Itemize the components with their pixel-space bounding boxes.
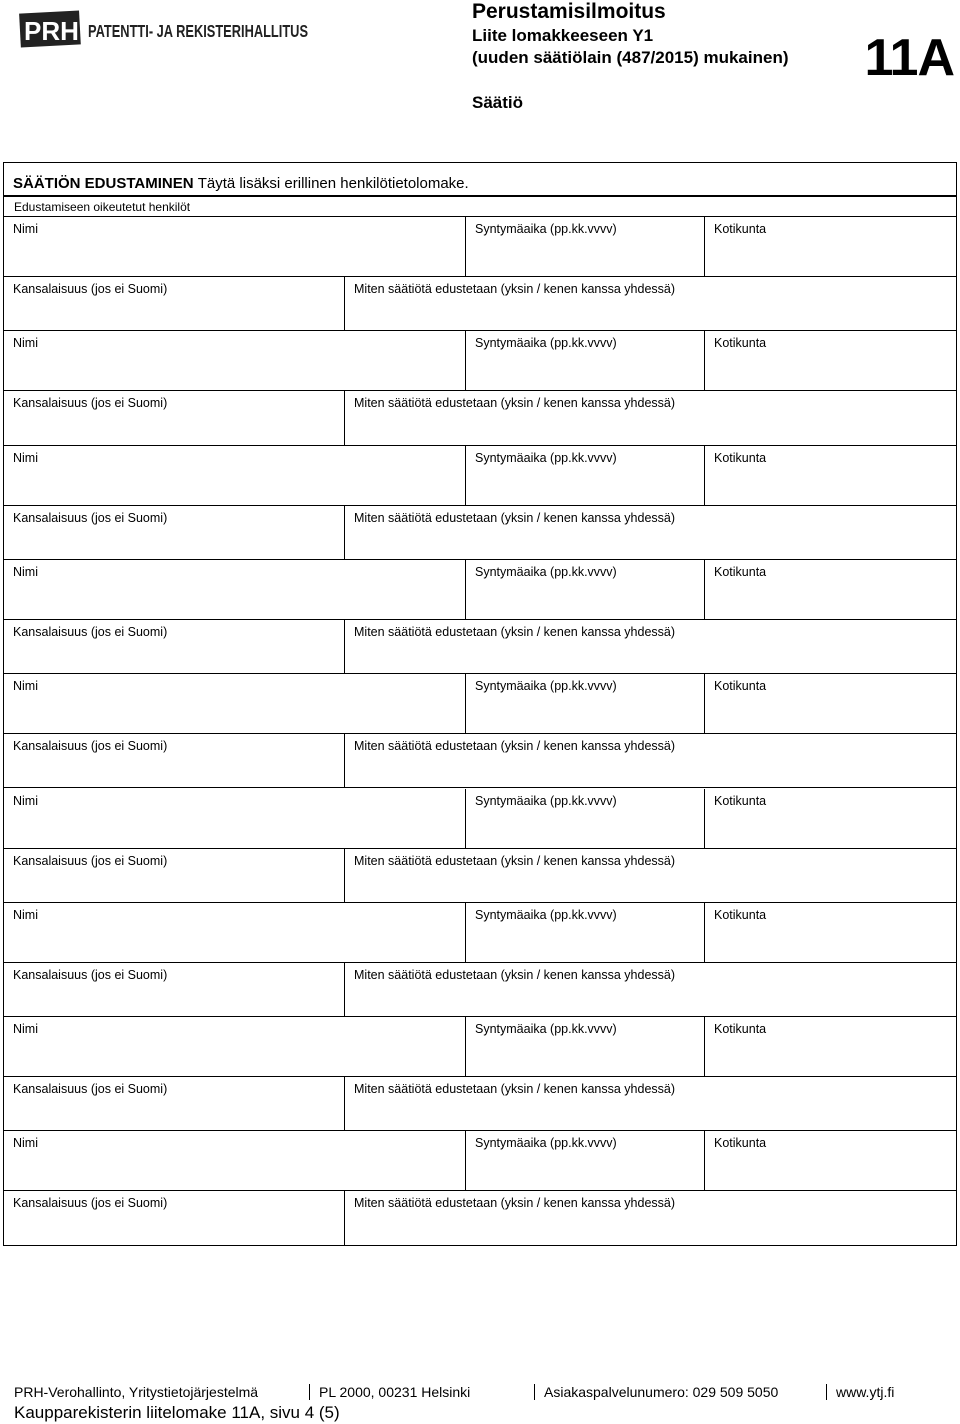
person-block	[4, 1131, 956, 1245]
municipality-label: Kotikunta	[714, 450, 767, 465]
birth-date-label: Syntymäaika (pp.kk.vvvv)	[475, 793, 617, 808]
citizenship-field[interactable]	[4, 1077, 344, 1130]
authorized-persons-heading: Edustamiseen oikeutetut henkilöt	[14, 200, 191, 214]
name-label: Nimi	[13, 1022, 38, 1037]
citizenship-label: Kansalaisuus (jos ei Suomi)	[13, 739, 168, 754]
citizenship-field[interactable]	[4, 620, 344, 673]
citizenship-label: Kansalaisuus (jos ei Suomi)	[13, 1082, 168, 1097]
name-field[interactable]	[4, 560, 465, 619]
footer-address: PL 2000, 00231 Helsinki	[319, 1384, 471, 1400]
person-row-1	[4, 331, 956, 391]
person-row-1	[4, 903, 956, 963]
person-row-1	[4, 217, 956, 277]
person-block	[4, 1017, 956, 1131]
name-label: Nimi	[13, 793, 38, 808]
citizenship-field[interactable]	[4, 1191, 344, 1245]
citizenship-label: Kansalaisuus (jos ei Suomi)	[13, 1196, 168, 1211]
name-label: Nimi	[13, 1136, 38, 1151]
birth-date-field[interactable]	[465, 446, 704, 505]
person-row-2	[4, 734, 956, 788]
birth-date-field[interactable]	[465, 1017, 704, 1076]
municipality-label: Kotikunta	[714, 907, 767, 922]
logo-mark: PRH	[24, 16, 79, 46]
birth-date-field[interactable]	[465, 217, 704, 276]
municipality-field[interactable]	[704, 560, 956, 619]
municipality-field[interactable]	[704, 789, 956, 848]
logo-text: PATENTTI- JA REKISTERIHALLITUS	[88, 21, 308, 41]
municipality-field[interactable]	[704, 446, 956, 505]
birth-date-label: Syntymäaika (pp.kk.vvvv)	[475, 679, 617, 694]
municipality-label: Kotikunta	[714, 222, 767, 236]
representation-label: Miten säätiötä edustetaan (yksin / kenen kanssa yhdessä)	[354, 1196, 676, 1211]
representation-field[interactable]	[344, 1077, 956, 1130]
representation-field[interactable]	[344, 849, 956, 902]
name-label: Nimi	[13, 450, 38, 465]
citizenship-field[interactable]	[4, 391, 344, 444]
birth-date-label: Syntymäaika (pp.kk.vvvv)	[475, 336, 617, 351]
person-row-2	[4, 849, 956, 903]
name-label: Nimi	[13, 679, 38, 694]
citizenship-field[interactable]	[4, 849, 344, 902]
municipality-field[interactable]	[704, 1017, 956, 1076]
name-field[interactable]	[4, 1131, 465, 1190]
person-row-2	[4, 1077, 956, 1131]
municipality-label: Kotikunta	[714, 793, 767, 808]
municipality-label: Kotikunta	[714, 336, 767, 351]
citizenship-field[interactable]	[4, 277, 344, 330]
representation-label: Miten säätiötä edustetaan (yksin / kenen kanssa yhdessä)	[354, 282, 676, 296]
person-block	[4, 217, 956, 331]
person-row-2	[4, 277, 956, 331]
person-row-1	[4, 789, 956, 849]
municipality-label: Kotikunta	[714, 1022, 767, 1037]
person-row-2	[4, 506, 956, 560]
name-field[interactable]	[4, 331, 465, 390]
representation-field[interactable]	[344, 1191, 956, 1245]
name-field[interactable]	[4, 217, 465, 276]
citizenship-field[interactable]	[4, 734, 344, 787]
municipality-label: Kotikunta	[714, 1136, 767, 1151]
form-code: 11A	[864, 29, 954, 87]
municipality-field[interactable]	[704, 1131, 956, 1190]
representation-label: Miten säätiötä edustetaan (yksin / kenen kanssa yhdessä)	[354, 967, 676, 982]
representation-label: Miten säätiötä edustetaan (yksin / kenen kanssa yhdessä)	[354, 1082, 676, 1097]
person-block	[4, 331, 956, 445]
person-row-2	[4, 391, 956, 445]
representation-field[interactable]	[344, 963, 956, 1016]
section-title	[13, 175, 469, 193]
municipality-field[interactable]	[704, 674, 956, 733]
name-field[interactable]	[4, 1017, 465, 1076]
person-row-1	[4, 1131, 956, 1191]
footer	[14, 1384, 954, 1402]
birth-date-label: Syntymäaika (pp.kk.vvvv)	[475, 1022, 617, 1037]
person-row-2	[4, 620, 956, 674]
prh-logo	[18, 10, 318, 50]
name-label: Nimi	[13, 564, 38, 579]
person-block	[4, 674, 956, 788]
person-row-2	[4, 963, 956, 1017]
birth-date-label: Syntymäaika (pp.kk.vvvv)	[475, 222, 617, 236]
name-field[interactable]	[4, 674, 465, 733]
birth-date-label: Syntymäaika (pp.kk.vvvv)	[475, 564, 617, 579]
footer-page-info: Kaupparekisterin liitelomake 11A, sivu 4 (5)	[14, 1403, 340, 1422]
municipality-label: Kotikunta	[714, 679, 767, 694]
birth-date-field[interactable]	[465, 1131, 704, 1190]
person-block	[4, 789, 956, 903]
person-row-1	[4, 674, 956, 734]
footer-separator	[309, 1384, 310, 1400]
birth-date-field[interactable]	[465, 331, 704, 390]
form-subtitle-1: Liite lomakkeeseen Y1	[472, 26, 654, 45]
birth-date-field[interactable]	[465, 560, 704, 619]
municipality-label: Kotikunta	[714, 564, 767, 579]
name-field[interactable]	[4, 903, 465, 962]
footer-org: PRH-Verohallinto, Yritystietojärjestelmä	[14, 1384, 259, 1400]
name-label: Nimi	[13, 907, 38, 922]
representation-field[interactable]	[344, 620, 956, 673]
name-label: Nimi	[13, 222, 38, 236]
footer-website[interactable]: www.ytj.fi	[836, 1384, 895, 1400]
birth-date-field[interactable]	[465, 789, 704, 848]
representation-field[interactable]	[344, 506, 956, 559]
birth-date-label: Syntymäaika (pp.kk.vvvv)	[475, 450, 617, 465]
section-note: Täytä lisäksi erillinen henkilötietolomake.	[197, 175, 469, 192]
person-row-1	[4, 1017, 956, 1077]
representation-label: Miten säätiötä edustetaan (yksin / kenen kanssa yhdessä)	[354, 396, 676, 411]
name-label: Nimi	[13, 336, 38, 351]
name-field[interactable]	[4, 446, 465, 505]
citizenship-label: Kansalaisuus (jos ei Suomi)	[13, 967, 168, 982]
citizenship-label: Kansalaisuus (jos ei Suomi)	[13, 853, 168, 868]
person-block	[4, 446, 956, 560]
person-row-1	[4, 446, 956, 506]
form-subtitle-2: (uuden säätiölain (487/2015) mukainen)	[472, 48, 789, 67]
municipality-field[interactable]	[704, 331, 956, 390]
person-row-2	[4, 1191, 956, 1245]
birth-date-label: Syntymäaika (pp.kk.vvvv)	[475, 907, 617, 922]
representation-field[interactable]	[344, 277, 956, 330]
birth-date-field[interactable]	[465, 674, 704, 733]
municipality-field[interactable]	[704, 217, 956, 276]
representation-field[interactable]	[344, 391, 956, 444]
section-header	[4, 163, 956, 197]
sub-header	[4, 197, 956, 217]
citizenship-label: Kansalaisuus (jos ei Suomi)	[13, 396, 168, 411]
footer-separator	[534, 1384, 535, 1400]
representation-form	[3, 162, 957, 1246]
person-block	[4, 560, 956, 674]
section-title-text: SÄÄTIÖN EDUSTAMINEN	[13, 175, 194, 192]
entity-type: Säätiö	[472, 93, 524, 112]
citizenship-field[interactable]	[4, 506, 344, 559]
footer-separator	[826, 1384, 827, 1400]
representation-label: Miten säätiötä edustetaan (yksin / kenen kanssa yhdessä)	[354, 853, 676, 868]
representation-label: Miten säätiötä edustetaan (yksin / kenen kanssa yhdessä)	[354, 624, 676, 639]
person-row-1	[4, 560, 956, 620]
representation-label: Miten säätiötä edustetaan (yksin / kenen kanssa yhdessä)	[354, 739, 676, 754]
footer-phone: Asiakaspalvelunumero: 029 509 5050	[544, 1384, 779, 1400]
representation-field[interactable]	[344, 734, 956, 787]
representation-label: Miten säätiötä edustetaan (yksin / kenen kanssa yhdessä)	[354, 510, 676, 525]
citizenship-label: Kansalaisuus (jos ei Suomi)	[13, 624, 168, 639]
citizenship-label: Kansalaisuus (jos ei Suomi)	[13, 510, 168, 525]
citizenship-label: Kansalaisuus (jos ei Suomi)	[13, 282, 168, 296]
citizenship-field[interactable]	[4, 963, 344, 1016]
form-title: Perustamisilmoitus	[472, 0, 666, 23]
person-block	[4, 903, 956, 1017]
name-field[interactable]	[4, 789, 465, 848]
birth-date-field[interactable]	[465, 903, 704, 962]
municipality-field[interactable]	[704, 903, 956, 962]
birth-date-label: Syntymäaika (pp.kk.vvvv)	[475, 1136, 617, 1151]
